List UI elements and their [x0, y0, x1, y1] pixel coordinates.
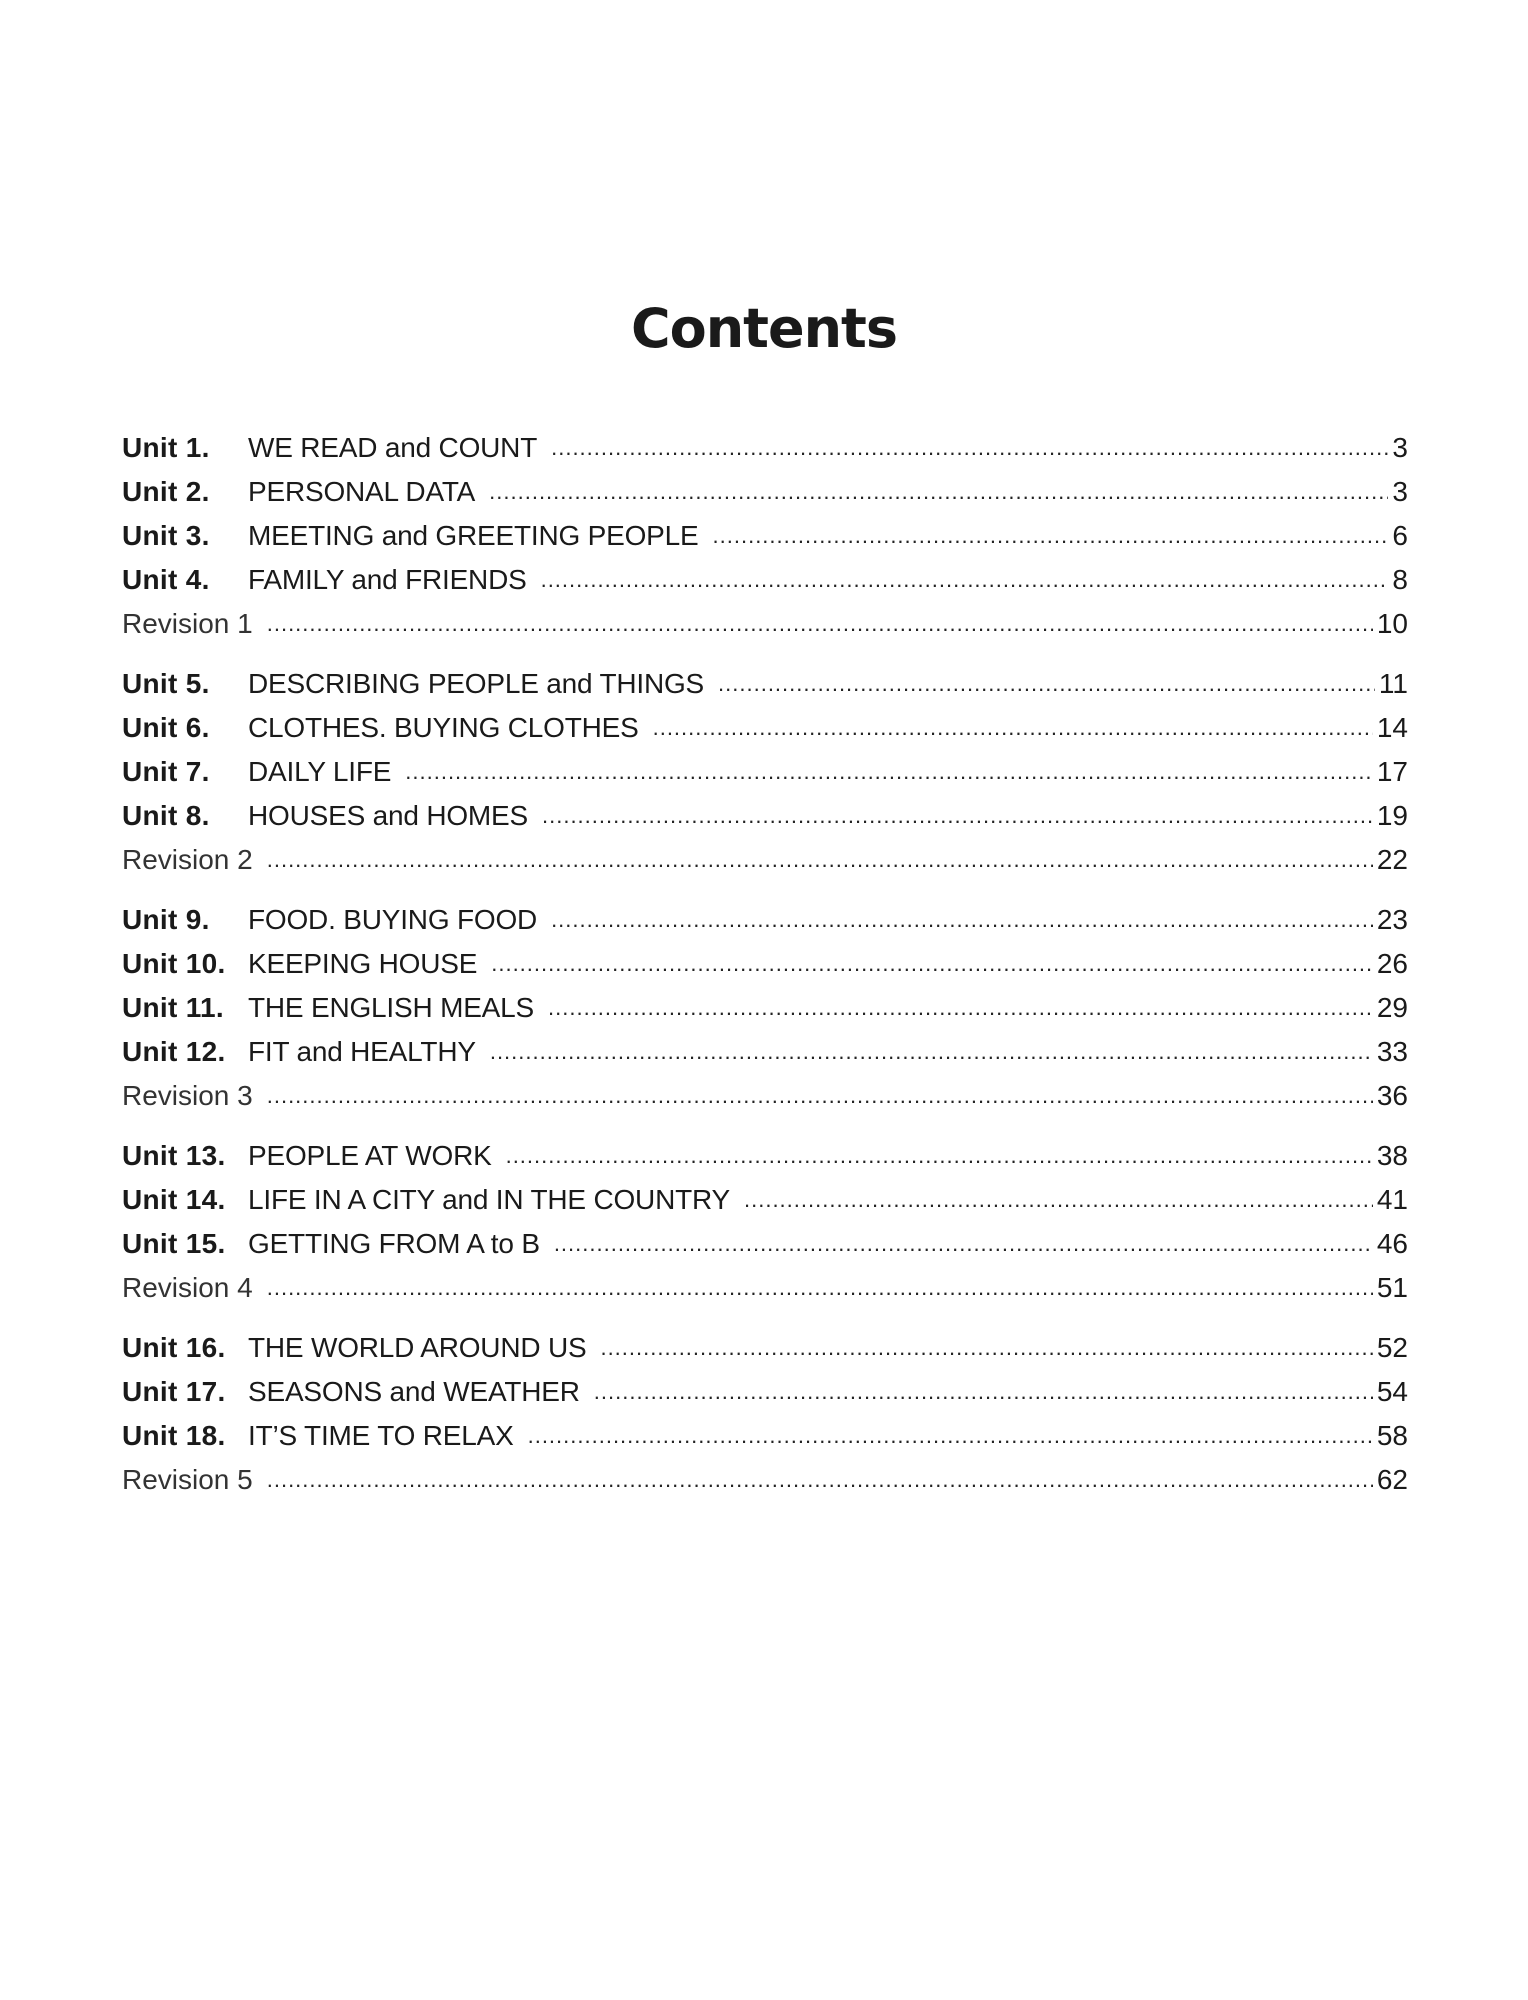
toc-entry-unit	[122, 1180, 1408, 1220]
page-number: 58	[1376, 1420, 1408, 1451]
page-number: 17	[1376, 756, 1408, 787]
unit-number: Unit 13.	[122, 1140, 226, 1171]
page-number: 33	[1376, 1036, 1408, 1067]
page-number: 52	[1376, 1332, 1408, 1363]
dot-leader	[600, 1328, 1372, 1368]
dot-leader	[490, 1032, 1373, 1072]
toc-entry-unit	[122, 1136, 1408, 1176]
unit-number: Unit 2.	[122, 476, 210, 507]
toc-entry-revision	[122, 1460, 1408, 1500]
unit-title: IT’S TIME TO RELAX	[248, 1420, 514, 1451]
unit-number: Unit 8.	[122, 800, 210, 831]
page-number: 51	[1376, 1272, 1408, 1303]
page-number: 46	[1376, 1228, 1408, 1259]
toc-entry-unit	[122, 796, 1408, 836]
unit-number: Unit 10.	[122, 948, 226, 979]
toc-entry-unit	[122, 900, 1408, 940]
page-number: 10	[1376, 608, 1408, 639]
page-number: 38	[1376, 1140, 1408, 1171]
page-number: 26	[1376, 948, 1408, 979]
unit-title: DESCRIBING PEOPLE and THINGS	[248, 668, 705, 699]
dot-leader	[713, 516, 1389, 556]
toc-entry-revision	[122, 604, 1408, 644]
dot-leader	[744, 1180, 1373, 1220]
toc-entry-unit	[122, 1328, 1408, 1368]
dot-leader	[267, 1460, 1373, 1500]
revision-label: Revision 1	[122, 608, 253, 639]
dot-leader	[267, 604, 1373, 644]
dot-leader	[548, 988, 1373, 1028]
unit-number: Unit 12.	[122, 1036, 226, 1067]
unit-title: FOOD. BUYING FOOD	[248, 904, 538, 935]
toc-entry-unit	[122, 1224, 1408, 1264]
dot-leader	[489, 472, 1388, 512]
toc-entry-unit	[122, 428, 1408, 468]
toc-entry-unit	[122, 1032, 1408, 1072]
unit-title: HOUSES and HOMES	[248, 800, 528, 831]
page-number: 54	[1376, 1376, 1408, 1407]
dot-leader	[551, 900, 1373, 940]
toc-entry-unit	[122, 664, 1408, 704]
unit-number: Unit 18.	[122, 1420, 226, 1451]
unit-title: DAILY LIFE	[248, 756, 392, 787]
revision-label: Revision 3	[122, 1080, 253, 1111]
toc-entry-revision	[122, 1076, 1408, 1116]
unit-title: THE WORLD AROUND US	[248, 1332, 587, 1363]
toc-entry-unit	[122, 516, 1408, 556]
dot-leader	[653, 708, 1373, 748]
page-number: 3	[1392, 432, 1408, 463]
unit-title: CLOTHES. BUYING CLOTHES	[248, 712, 639, 743]
page-number: 6	[1392, 520, 1408, 551]
page-number: 11	[1378, 668, 1408, 699]
unit-number: Unit 9.	[122, 904, 210, 935]
toc-entry-unit	[122, 472, 1408, 512]
unit-number: Unit 14.	[122, 1184, 226, 1215]
page-number: 8	[1392, 564, 1408, 595]
unit-title: SEASONS and WEATHER	[248, 1376, 580, 1407]
unit-title: FAMILY and FRIENDS	[248, 564, 527, 595]
unit-number: Unit 3.	[122, 520, 210, 551]
dot-leader	[267, 1268, 1373, 1308]
unit-number: Unit 4.	[122, 564, 210, 595]
page-number: 36	[1376, 1080, 1408, 1111]
toc-entry-revision	[122, 840, 1408, 880]
revision-label: Revision 5	[122, 1464, 253, 1495]
unit-title: WE READ and COUNT	[248, 432, 538, 463]
page-number: 3	[1392, 476, 1408, 507]
page-number: 22	[1376, 844, 1408, 875]
page-number: 41	[1376, 1184, 1408, 1215]
page-number: 23	[1376, 904, 1408, 935]
unit-title: GETTING FROM A to B	[248, 1228, 540, 1259]
dot-leader	[267, 840, 1373, 880]
page-title: Contents	[630, 297, 897, 360]
revision-label: Revision 2	[122, 844, 253, 875]
toc-entry-unit	[122, 560, 1408, 600]
unit-number: Unit 15.	[122, 1228, 226, 1259]
unit-title: FIT and HEALTHY	[248, 1036, 476, 1067]
unit-number: Unit 7.	[122, 756, 210, 787]
page-number: 14	[1376, 712, 1408, 743]
unit-number: Unit 5.	[122, 668, 210, 699]
dot-leader	[267, 1076, 1373, 1116]
toc-entry-unit	[122, 752, 1408, 792]
toc-entry-unit	[122, 1372, 1408, 1412]
unit-number: Unit 6.	[122, 712, 210, 743]
dot-leader	[541, 560, 1389, 600]
dot-leader	[542, 796, 1373, 836]
unit-number: Unit 11.	[122, 992, 224, 1023]
toc-entry-unit	[122, 708, 1408, 748]
toc-entry-unit	[122, 1416, 1408, 1456]
dot-leader	[405, 752, 1373, 792]
page-number: 62	[1376, 1464, 1408, 1495]
toc-entry-unit	[122, 988, 1408, 1028]
unit-title: MEETING and GREETING PEOPLE	[248, 520, 699, 551]
unit-number: Unit 16.	[122, 1332, 226, 1363]
unit-title: PEOPLE AT WORK	[248, 1140, 492, 1171]
revision-label: Revision 4	[122, 1272, 253, 1303]
dot-leader	[554, 1224, 1373, 1264]
dot-leader	[718, 664, 1375, 704]
unit-title: LIFE IN A CITY and IN THE COUNTRY	[248, 1184, 730, 1215]
unit-number: Unit 1.	[122, 432, 210, 463]
dot-leader	[528, 1416, 1373, 1456]
page-number: 29	[1376, 992, 1408, 1023]
toc-entry-revision	[122, 1268, 1408, 1308]
dot-leader	[551, 428, 1388, 468]
unit-title: THE ENGLISH MEALS	[248, 992, 535, 1023]
unit-title: PERSONAL DATA	[248, 476, 476, 507]
unit-number: Unit 17.	[122, 1376, 226, 1407]
dot-leader	[506, 1136, 1373, 1176]
toc-entry-unit	[122, 944, 1408, 984]
dot-leader	[491, 944, 1373, 984]
unit-title: KEEPING HOUSE	[248, 948, 478, 979]
dot-leader	[594, 1372, 1373, 1412]
page-number: 19	[1376, 800, 1408, 831]
